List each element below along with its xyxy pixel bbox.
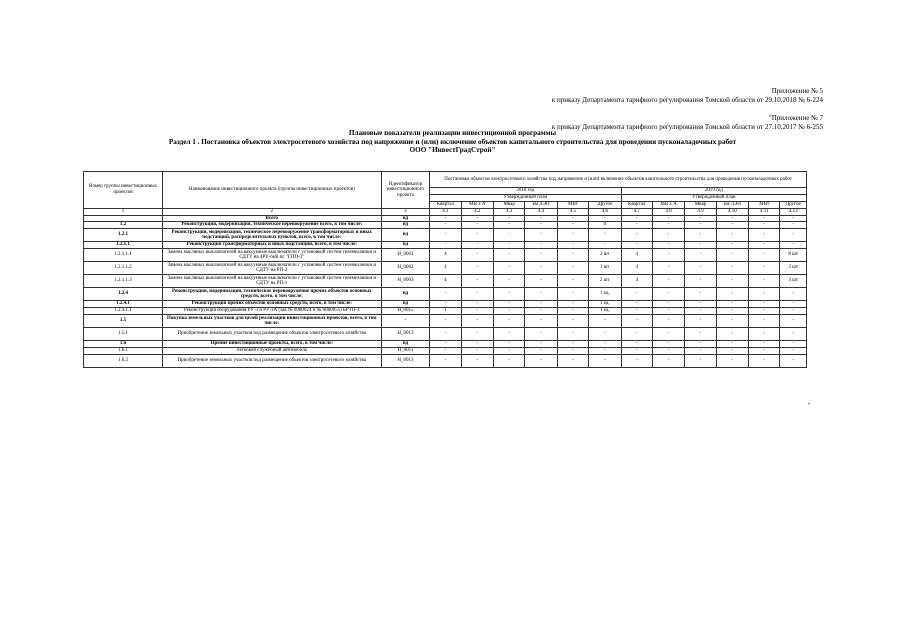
row-value-cell: 4 (430, 262, 461, 275)
row-value-cell: - (780, 308, 807, 315)
row-value-cell: - (780, 288, 807, 301)
row-project-id: Н_0013 (381, 355, 430, 368)
row-value-cell: - (716, 262, 748, 275)
column-number: 4.8 (652, 209, 684, 216)
row-value-cell: - (749, 315, 780, 328)
row-value-cell: - (493, 328, 524, 341)
row-value-cell: - (525, 341, 557, 348)
row-group-number: 1.6 (84, 341, 163, 348)
row-value-cell: 4 (430, 275, 461, 288)
row-value-cell: - (557, 262, 588, 275)
column-number: 4.5 (557, 209, 588, 216)
row-value-cell: - (716, 242, 748, 249)
row-value-cell: - (685, 288, 716, 301)
row-value-cell: - (749, 215, 780, 222)
row-project-name: Прочие инвестиционные проекты, всего, в том числе: (162, 341, 381, 348)
approved-plan-2018-header: Утвержденный план (430, 195, 621, 202)
row-project-id: нд (381, 215, 430, 222)
row-value-cell: - (621, 348, 652, 355)
row-project-name: Замена масляных выключателей на вакуумные выключатели с установкой систем телемеханики и СДТУ на РП-2 (162, 262, 381, 275)
row-value-cell: - (430, 288, 461, 301)
row-value-cell: - (525, 288, 557, 301)
row-group-number (84, 215, 163, 222)
row-value-cell: - (749, 249, 780, 262)
row-value-cell: - (461, 301, 493, 308)
row-value-cell: - (525, 275, 557, 288)
row-value-cell: - (716, 288, 748, 301)
row-value-cell: - (652, 328, 684, 341)
title-line-1: Плановые показатели реализации инвестиционной программы (348, 129, 557, 137)
row-value-cell: - (589, 229, 621, 242)
row-value-cell: 4 (621, 249, 652, 262)
row-value-cell: - (716, 249, 748, 262)
row-project-id: нд (381, 242, 430, 249)
row-value-cell: - (461, 275, 493, 288)
row-value-cell: 2 шт (589, 249, 621, 262)
row-value-cell: - (652, 229, 684, 242)
row-value-cell: - (685, 262, 716, 275)
row-value-cell: - (652, 315, 684, 328)
row-value-cell: - (621, 229, 652, 242)
row-value-cell: - (685, 348, 716, 355)
row-value-cell: - (525, 249, 557, 262)
row-value-cell: - (716, 215, 748, 222)
row-value-cell: 1 ед. (589, 301, 621, 308)
row-value-cell: - (780, 222, 807, 229)
row-group-number: 1.6.2 (84, 355, 163, 368)
column-number: 3 (381, 209, 430, 216)
row-value-cell: - (493, 262, 524, 275)
row-project-name: Реконструкция, модернизация, техническое перевооружение трансформаторных и иных подстанций, распределительных пунктов, всего, в том числе: (162, 229, 381, 242)
row-value-cell: 1 (430, 308, 461, 315)
column-number: 4.4 (525, 209, 557, 216)
approved-plan-2019-header: Утвержденный план (621, 195, 806, 202)
row-value-cell: - (525, 229, 557, 242)
table-row (84, 229, 807, 242)
row-project-name: Реконструкция трансформаторных и иных подстанций, всего, в том числе: (162, 242, 381, 249)
table-row (84, 242, 807, 249)
sub-column-header: Квартал (621, 202, 652, 209)
table-row (84, 262, 807, 275)
row-value-cell: - (621, 222, 652, 229)
row-project-name: Покупка земельных участков для целей реализации инвестиционных проектов, всего, в том числе: (162, 315, 381, 328)
table-row (84, 328, 807, 341)
row-value-cell: - (525, 315, 557, 328)
row-value-cell: - (685, 341, 716, 348)
row-value-cell: - (589, 341, 621, 348)
column-number: 4.2 (461, 209, 493, 216)
column-number: 4.9 (685, 209, 716, 216)
row-value-cell: - (461, 215, 493, 222)
row-value-cell: - (749, 308, 780, 315)
row-value-cell: - (685, 355, 716, 368)
row-value-cell: - (461, 341, 493, 348)
row-value-cell: - (557, 242, 588, 249)
row-value-cell: - (749, 229, 780, 242)
row-value-cell: - (652, 355, 684, 368)
row-value-cell: - (652, 288, 684, 301)
row-value-cell: - (557, 275, 588, 288)
row-project-name: Приобретение земельных участков под размещение объектов электросетевого хозяйства (162, 328, 381, 341)
row-value-cell: - (780, 242, 807, 249)
row-value-cell: - (557, 301, 588, 308)
row-project-name: Замена масляных выключателей на вакуумные выключатели с установкой систем телемеханики и СДТУ на ЗРУ-6кВ пс "ГПП-3" (162, 249, 381, 262)
row-value-cell: - (716, 308, 748, 315)
row-project-name: Реконструкция оборудования РУ-3 и РУ-3А (зав № 0080024 и № 0080055) БРТП-3 (162, 308, 381, 315)
row-value-cell: - (430, 355, 461, 368)
row-value-cell: - (525, 308, 557, 315)
row-value-cell: - (621, 328, 652, 341)
sub-column-header: Другое (780, 202, 807, 209)
row-value-cell: - (652, 262, 684, 275)
row-group-number: 1.2.4.1 (84, 301, 163, 308)
row-value-cell: 0 (589, 222, 621, 229)
table-row (84, 348, 807, 355)
sub-column-header: МВт (749, 202, 780, 209)
table-row (84, 288, 807, 301)
row-project-id: нд (381, 229, 430, 242)
row-value-cell: - (430, 328, 461, 341)
row-value-cell: - (430, 242, 461, 249)
sub-column-header: МВт (557, 202, 588, 209)
row-project-id: нд (381, 341, 430, 348)
row-value-cell: - (525, 222, 557, 229)
row-value-cell: - (716, 348, 748, 355)
row-value-cell: - (493, 222, 524, 229)
row-value-cell: - (716, 301, 748, 308)
row-value-cell: - (685, 308, 716, 315)
row-value-cell: - (589, 348, 621, 355)
appendix-5-title: Приложение № 5 (771, 87, 823, 95)
row-value-cell: - (749, 275, 780, 288)
column-number: 4.1 (430, 209, 461, 216)
row-value-cell: - (621, 288, 652, 301)
row-project-id: нд (381, 222, 430, 229)
row-value-cell: - (621, 308, 652, 315)
row-value-cell: - (557, 229, 588, 242)
row-value-cell: - (749, 288, 780, 301)
row-value-cell: - (749, 222, 780, 229)
row-project-name: Замена масляных выключателей на вакуумные выключатели с установкой систем телемеханики и СДТУ на РП-1 (162, 275, 381, 288)
row-value-cell: - (461, 262, 493, 275)
row-value-cell: - (780, 301, 807, 308)
row-value-cell: - (652, 215, 684, 222)
row-value-cell: - (716, 229, 748, 242)
row-value-cell: - (430, 301, 461, 308)
row-value-cell: - (525, 355, 557, 368)
row-value-cell: - (430, 315, 461, 328)
row-value-cell: - (780, 215, 807, 222)
row-value-cell: - (716, 341, 748, 348)
row-value-cell: 4 (621, 275, 652, 288)
row-project-id: Н_0011 (381, 348, 430, 355)
row-value-cell: - (493, 308, 524, 315)
row-value-cell: - (493, 348, 524, 355)
row-project-id: - (381, 315, 430, 328)
row-value-cell: - (557, 249, 588, 262)
year-2019-header: 2019 год (621, 188, 806, 195)
row-value-cell: - (461, 315, 493, 328)
row-value-cell: - (557, 288, 588, 301)
row-value-cell: - (749, 301, 780, 308)
row-value-cell: - (493, 355, 524, 368)
row-value-cell: - (557, 215, 588, 222)
row-group-number: 1.5.1 (84, 328, 163, 341)
row-project-id: нд (381, 301, 430, 308)
appendix-5-order: к приказу Департамента тарифного регулирования Томской области от 29.10.2018 № 6-224 (551, 96, 823, 104)
row-value-cell: - (716, 328, 748, 341)
row-group-number: 1.2.1 (84, 229, 163, 242)
row-value-cell: - (493, 215, 524, 222)
row-value-cell: - (621, 355, 652, 368)
table-row (84, 249, 807, 262)
row-value-cell: - (525, 262, 557, 275)
row-value-cell: - (780, 328, 807, 341)
row-value-cell: 2 шт (589, 275, 621, 288)
row-value-cell: - (749, 328, 780, 341)
row-value-cell: - (780, 341, 807, 348)
row-group-number: 1.2 (84, 222, 163, 229)
row-project-id: Н_0001 (381, 249, 430, 262)
sub-column-header: Квартал (430, 202, 461, 209)
row-value-cell: - (461, 249, 493, 262)
col-header-project-id: Идентификатор инвестиционного проекта (381, 172, 430, 209)
row-project-name: Реконструкция прочих объектов основных средств, всего, в том числе: (162, 301, 381, 308)
row-value-cell: - (685, 229, 716, 242)
row-value-cell: - (749, 355, 780, 368)
row-value-cell: - (525, 242, 557, 249)
row-project-name: Реконструкция, модернизация, техническое перевооружение прочих объектов основных средств, всего, в том числе: (162, 288, 381, 301)
closing-quote-mark: " (808, 403, 811, 409)
row-value-cell: - (780, 315, 807, 328)
row-value-cell: - (652, 348, 684, 355)
sub-column-header: Другое (589, 202, 621, 209)
row-group-number: 1.6.1 (84, 348, 163, 355)
row-value-cell: - (780, 348, 807, 355)
col-header-project-name: Наименование инвестиционного проекта (группы инвестиционных проектов) (162, 172, 381, 209)
row-value-cell: - (461, 328, 493, 341)
row-value-cell: - (493, 229, 524, 242)
table-row (84, 301, 807, 308)
row-value-cell: - (652, 275, 684, 288)
row-value-cell: - (652, 341, 684, 348)
row-value-cell: - (461, 308, 493, 315)
row-value-cell: - (430, 348, 461, 355)
sub-column-header: Мвар (493, 202, 524, 209)
row-value-cell: - (493, 275, 524, 288)
row-value-cell: 4 (430, 249, 461, 262)
column-number: 1 (84, 209, 163, 216)
table-row (84, 215, 807, 222)
table-row (84, 315, 807, 328)
row-value-cell: 3 шт (780, 275, 807, 288)
row-value-cell: - (557, 328, 588, 341)
row-group-number: 1.2.4 (84, 288, 163, 301)
row-value-cell: - (493, 341, 524, 348)
column-number: 2 (162, 209, 381, 216)
row-project-name: Легковой служебный автомобиль (162, 348, 381, 355)
row-value-cell: - (557, 308, 588, 315)
row-value-cell: 1 шт (589, 262, 621, 275)
table-row (84, 308, 807, 315)
row-value-cell: 3 шт (780, 262, 807, 275)
row-value-cell: - (749, 242, 780, 249)
column-number: 4.3 (493, 209, 524, 216)
row-value-cell: - (589, 215, 621, 222)
title-line-2: Раздел 1 . Постановка объектов электросетевого хозяйства под напряжение и (или) включение объектов капитального строительства для проведения пусконаладочных работ (168, 137, 737, 146)
row-value-cell: - (716, 315, 748, 328)
sub-column-header: Мвар (685, 202, 716, 209)
row-group-number: 1.2.1.1.2 (84, 262, 163, 275)
row-value-cell: - (749, 262, 780, 275)
row-value-cell: - (430, 222, 461, 229)
row-value-cell: - (461, 222, 493, 229)
row-value-cell: - (685, 242, 716, 249)
row-value-cell: - (685, 222, 716, 229)
row-value-cell: - (461, 242, 493, 249)
row-value-cell: - (652, 222, 684, 229)
row-value-cell: 4 (621, 262, 652, 275)
row-group-number: 1.2.1.1.3 (84, 275, 163, 288)
row-value-cell: - (525, 215, 557, 222)
table-row (84, 341, 807, 348)
row-value-cell: 8 шт (780, 249, 807, 262)
row-value-cell: - (685, 275, 716, 288)
col-header-group-number: Номер группы инвестиционных проектов (84, 172, 163, 209)
sub-column-header: МВ x А (652, 202, 684, 209)
row-value-cell: - (557, 355, 588, 368)
year-2018-header: 2018 год (430, 188, 621, 195)
row-value-cell: 1 ед. (589, 308, 621, 315)
appendix-5-header (552, 87, 823, 105)
document-title (0, 129, 905, 155)
row-project-name: Приобретение земельных участков под размещение объектов электросетевого хозяйства (162, 355, 381, 368)
column-number: 4.10 (716, 209, 748, 216)
row-value-cell: - (621, 215, 652, 222)
row-value-cell: - (621, 301, 652, 308)
row-value-cell: - (493, 249, 524, 262)
row-group-number: 1.2.4.1.1 (84, 308, 163, 315)
sub-column-header: км ЛЭП (525, 202, 557, 209)
row-project-id: Н_0002 (381, 262, 430, 275)
row-group-number: 1.5 (84, 315, 163, 328)
table-row (84, 222, 807, 229)
row-value-cell: - (557, 315, 588, 328)
row-project-name: Всего (162, 215, 381, 222)
column-number: 4.12 (780, 209, 807, 216)
investment-plan-table (83, 171, 807, 368)
table-row (84, 355, 807, 368)
row-value-cell: - (557, 222, 588, 229)
row-project-id: нд (381, 288, 430, 301)
row-value-cell: - (557, 348, 588, 355)
row-value-cell: - (589, 315, 621, 328)
row-group-number: 1.2.1.1.1 (84, 249, 163, 262)
row-value-cell: - (589, 328, 621, 341)
row-value-cell: - (716, 355, 748, 368)
column-number: 4.7 (621, 209, 652, 216)
row-group-number: 1.2.1.1 (84, 242, 163, 249)
row-value-cell: - (525, 328, 557, 341)
row-value-cell: - (493, 288, 524, 301)
row-value-cell: - (685, 215, 716, 222)
row-value-cell: - (780, 355, 807, 368)
row-value-cell: - (716, 222, 748, 229)
row-value-cell: - (652, 249, 684, 262)
row-value-cell: - (461, 229, 493, 242)
row-value-cell: - (621, 242, 652, 249)
col-header-commissioning: Постановка объектов электросетевого хозяйства под напряжение и (или) включение объектов капитального строительства для проведения пусконаладочных работ (430, 172, 807, 188)
row-value-cell: - (461, 355, 493, 368)
row-value-cell: 1 ед. (589, 288, 621, 301)
row-value-cell: - (685, 328, 716, 341)
row-value-cell: - (652, 242, 684, 249)
row-value-cell: - (493, 242, 524, 249)
row-value-cell: - (493, 315, 524, 328)
row-value-cell: - (685, 301, 716, 308)
row-project-id: Н_0003 (381, 275, 430, 288)
row-value-cell: - (749, 341, 780, 348)
row-value-cell: - (685, 249, 716, 262)
row-project-name: Реконструкция, модернизация, техническое перевооружение всего, в том числе: (162, 222, 381, 229)
row-project-id: Н_0013 (381, 328, 430, 341)
row-value-cell: - (525, 301, 557, 308)
row-value-cell: - (716, 275, 748, 288)
column-number: 4.11 (749, 209, 780, 216)
row-value-cell: - (589, 355, 621, 368)
table-row (84, 275, 807, 288)
row-value-cell: - (461, 288, 493, 301)
row-value-cell: - (493, 301, 524, 308)
row-value-cell: - (685, 315, 716, 328)
row-value-cell: - (621, 341, 652, 348)
row-value-cell: - (557, 341, 588, 348)
appendix-7-order: к приказу Департамента тарифного регулирования Томской области от 27.10.2017 № 6-255 (551, 123, 823, 131)
sub-column-header: МВ x А (461, 202, 493, 209)
row-project-id: Н_0015 (381, 308, 430, 315)
row-value-cell: - (652, 308, 684, 315)
row-value-cell: - (461, 348, 493, 355)
title-line-3: ООО "ИнвестГрадСтрой" (409, 146, 496, 155)
appendix-7-title: "Приложение № 7 (768, 114, 823, 122)
row-value-cell: - (621, 315, 652, 328)
row-value-cell: - (430, 229, 461, 242)
column-number: 4.6 (589, 209, 621, 216)
row-value-cell: - (780, 229, 807, 242)
row-value-cell: - (430, 215, 461, 222)
row-value-cell: - (749, 348, 780, 355)
row-value-cell: - (525, 348, 557, 355)
row-value-cell: - (652, 301, 684, 308)
row-value-cell: - (589, 242, 621, 249)
row-value-cell: - (430, 341, 461, 348)
sub-column-header: км ЛЭП (716, 202, 748, 209)
